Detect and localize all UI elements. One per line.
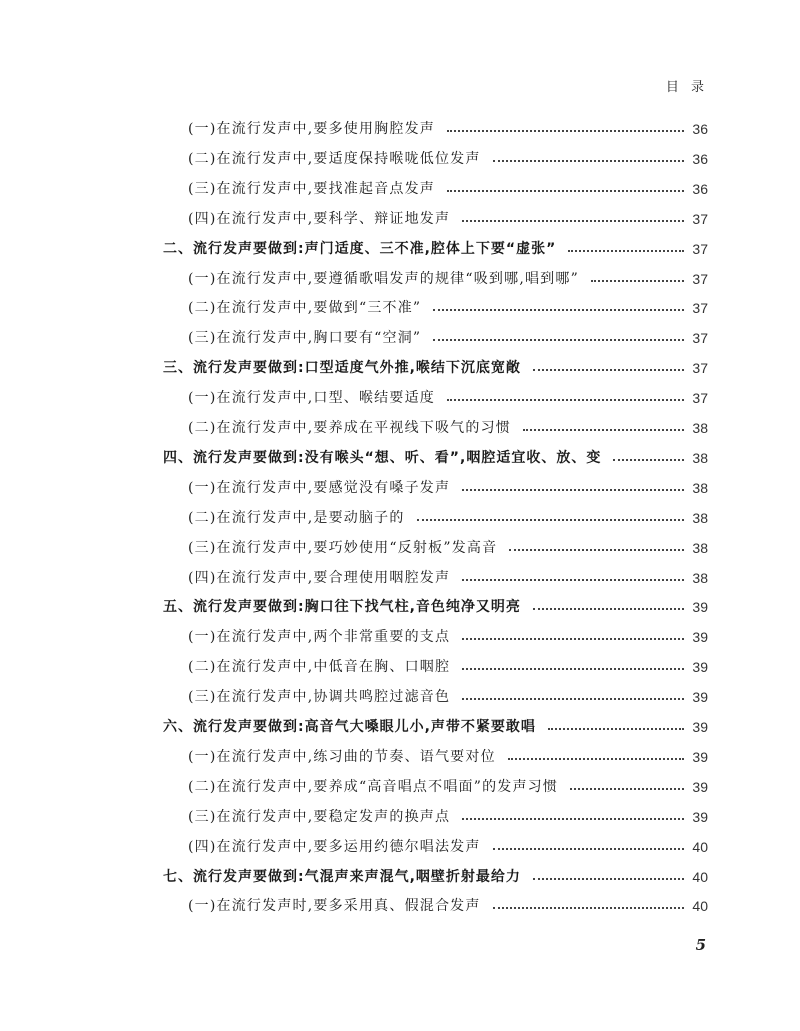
toc-entry-title: (三)在流行发声中,胸口要有“空洞”: [188, 330, 422, 347]
toc-entry-title: 五、流行发声要做到:胸口往下找气柱,音色纯净又明亮: [163, 599, 521, 616]
toc-entry-title: (二)在流行发声中,要养成“高音唱点不唱面”的发声习惯: [188, 778, 559, 795]
toc-section-entry: [188, 652, 708, 682]
toc-entry-page: 37: [692, 390, 708, 407]
dot-leader: [493, 848, 684, 850]
toc-entry-page: 37: [692, 300, 708, 317]
dot-leader: [548, 728, 684, 730]
toc-entry-title: (一)在流行发声中,要感觉没有嗓子发声: [188, 479, 451, 496]
dot-leader: [523, 429, 684, 431]
toc-entry-page: 37: [692, 330, 708, 347]
toc-entry-title: (二)在流行发声中,中低音在胸、口咽腔: [188, 659, 451, 676]
toc-section-entry: [188, 533, 708, 563]
toc-entry-page: 39: [692, 599, 708, 616]
running-header: 目 录: [665, 80, 708, 95]
toc-section-entry: [188, 682, 708, 712]
toc-entry-page: 38: [692, 420, 708, 436]
dot-leader: [568, 250, 684, 252]
toc-entry-page: 40: [692, 838, 708, 855]
toc-section-entry: [188, 383, 708, 413]
toc-section-entry: [188, 772, 708, 802]
toc-entry-page: 39: [692, 748, 708, 765]
toc-entry-title: (三)在流行发声中,协调共鸣腔过滤音色: [188, 689, 451, 706]
dot-leader: [433, 309, 684, 311]
dot-leader: [533, 608, 684, 610]
toc-section-entry: [188, 264, 708, 294]
toc-entry-page: 36: [692, 150, 708, 167]
dot-leader: [509, 549, 684, 551]
toc-section-entry: [188, 413, 708, 443]
toc-chapter-entry: [163, 592, 708, 622]
dot-leader: [462, 818, 684, 820]
dot-leader: [433, 339, 684, 341]
toc-entry-page: 36: [692, 121, 708, 137]
dot-leader: [533, 369, 684, 371]
toc-entry-page: 39: [692, 629, 708, 646]
toc-entry-title: 二、流行发声要做到:声门适度、三不准,腔体上下要“虚张”: [163, 240, 557, 257]
dot-leader: [493, 907, 684, 909]
toc-chapter-entry: [163, 353, 708, 383]
toc-entry-page: 38: [692, 569, 708, 586]
toc-entry-title: (一)在流行发声时,要多采用真、假混合发声: [188, 898, 481, 915]
toc-chapter-entry: [163, 234, 708, 264]
dot-leader: [462, 220, 684, 222]
toc-section-entry: [188, 622, 708, 652]
toc-entry-title: (一)在流行发声中,要多使用胸腔发声: [188, 121, 435, 137]
dot-leader: [613, 459, 684, 461]
toc-entry-page: 40: [692, 898, 708, 915]
dot-leader: [417, 519, 684, 521]
toc-entry-page: 38: [692, 509, 708, 526]
toc-entry-title: (一)在流行发声中,要遵循歌唱发声的规律“吸到哪,唱到哪”: [188, 270, 579, 287]
toc-entry-page: 36: [692, 180, 708, 197]
toc-entry-title: (四)在流行发声中,要科学、辩证地发声: [188, 210, 451, 227]
toc-entry-title: (一)在流行发声中,口型、喉结要适度: [188, 390, 435, 407]
toc-entry-title: 四、流行发声要做到:没有喉头“想、听、看”,咽腔适宜收、放、变: [163, 449, 602, 466]
toc-entry-title: (二)在流行发声中,要适度保持喉咙低位发声: [188, 150, 481, 167]
toc-entry-page: 38: [692, 539, 708, 556]
toc-section-entry: [188, 742, 708, 772]
toc-entry-page: 37: [692, 270, 708, 287]
toc-entry-title: 七、流行发声要做到:气混声来声混气,咽壁折射最给力: [163, 868, 521, 885]
dot-leader: [447, 399, 684, 401]
toc-entry-title: (三)在流行发声中,要找准起音点发声: [188, 180, 435, 197]
dot-leader: [533, 878, 684, 880]
toc-entry-page: 38: [692, 479, 708, 496]
toc-entry-page: 39: [692, 778, 708, 795]
toc-entry-title: 三、流行发声要做到:口型适度气外推,喉结下沉底宽敞: [163, 360, 521, 377]
toc-entry-page: 37: [692, 240, 708, 257]
toc-entry-page: 40: [692, 868, 708, 885]
dot-leader: [462, 638, 684, 640]
dot-leader: [591, 280, 684, 282]
dot-leader: [462, 489, 684, 491]
toc-section-entry: [188, 204, 708, 234]
toc-entry-page: 37: [692, 210, 708, 227]
toc-section-entry: [188, 323, 708, 353]
toc-entry-page: 39: [692, 659, 708, 676]
toc-entry-title: (一)在流行发声中,练习曲的节奏、语气要对位: [188, 748, 496, 765]
toc-entry-title: (四)在流行发声中,要合理使用咽腔发声: [188, 569, 451, 586]
toc-entry-title: (一)在流行发声中,两个非常重要的支点: [188, 629, 451, 646]
toc-section-entry: [188, 293, 708, 323]
toc-chapter-entry: [163, 862, 708, 892]
toc-entry-title: (三)在流行发声中,要巧妙使用“反射板”发高音: [188, 539, 498, 556]
toc-entry-title: (二)在流行发声中,要养成在平视线下吸气的习惯: [188, 420, 511, 436]
page-number: 5: [695, 936, 706, 954]
toc-entry-page: 39: [692, 719, 708, 735]
toc-section-entry: [188, 174, 708, 204]
toc-entry-title: (四)在流行发声中,要多运用约德尔唱法发声: [188, 838, 481, 855]
toc-entry-page: 39: [692, 808, 708, 825]
toc-entry-page: 37: [692, 360, 708, 377]
toc-entry-title: (三)在流行发声中,要稳定发声的换声点: [188, 808, 451, 825]
dot-leader: [462, 668, 684, 670]
toc-entry-title: 六、流行发声要做到:高音气大嗓眼儿小,声带不紧要敢唱: [163, 719, 536, 735]
toc-section-entry: [188, 114, 708, 144]
dot-leader: [508, 758, 684, 760]
toc-section-entry: [188, 144, 708, 174]
toc-chapter-entry: [163, 443, 708, 473]
toc-entry-title: (二)在流行发声中,是要动脑子的: [188, 509, 405, 526]
toc-chapter-entry: [163, 712, 708, 742]
dot-leader: [462, 579, 684, 581]
toc-section-entry: [188, 473, 708, 503]
toc-section-entry: [188, 802, 708, 832]
dot-leader: [570, 788, 684, 790]
toc-section-entry: [188, 891, 708, 921]
toc-entry-title: (二)在流行发声中,要做到“三不准”: [188, 300, 422, 317]
toc-section-entry: [188, 563, 708, 593]
toc-section-entry: [188, 832, 708, 862]
toc-section-entry: [188, 503, 708, 533]
dot-leader: [447, 190, 684, 192]
dot-leader: [493, 160, 684, 162]
toc-entry-page: 38: [692, 449, 708, 466]
dot-leader: [462, 698, 684, 700]
dot-leader: [447, 130, 684, 132]
toc-entry-page: 39: [692, 689, 708, 706]
